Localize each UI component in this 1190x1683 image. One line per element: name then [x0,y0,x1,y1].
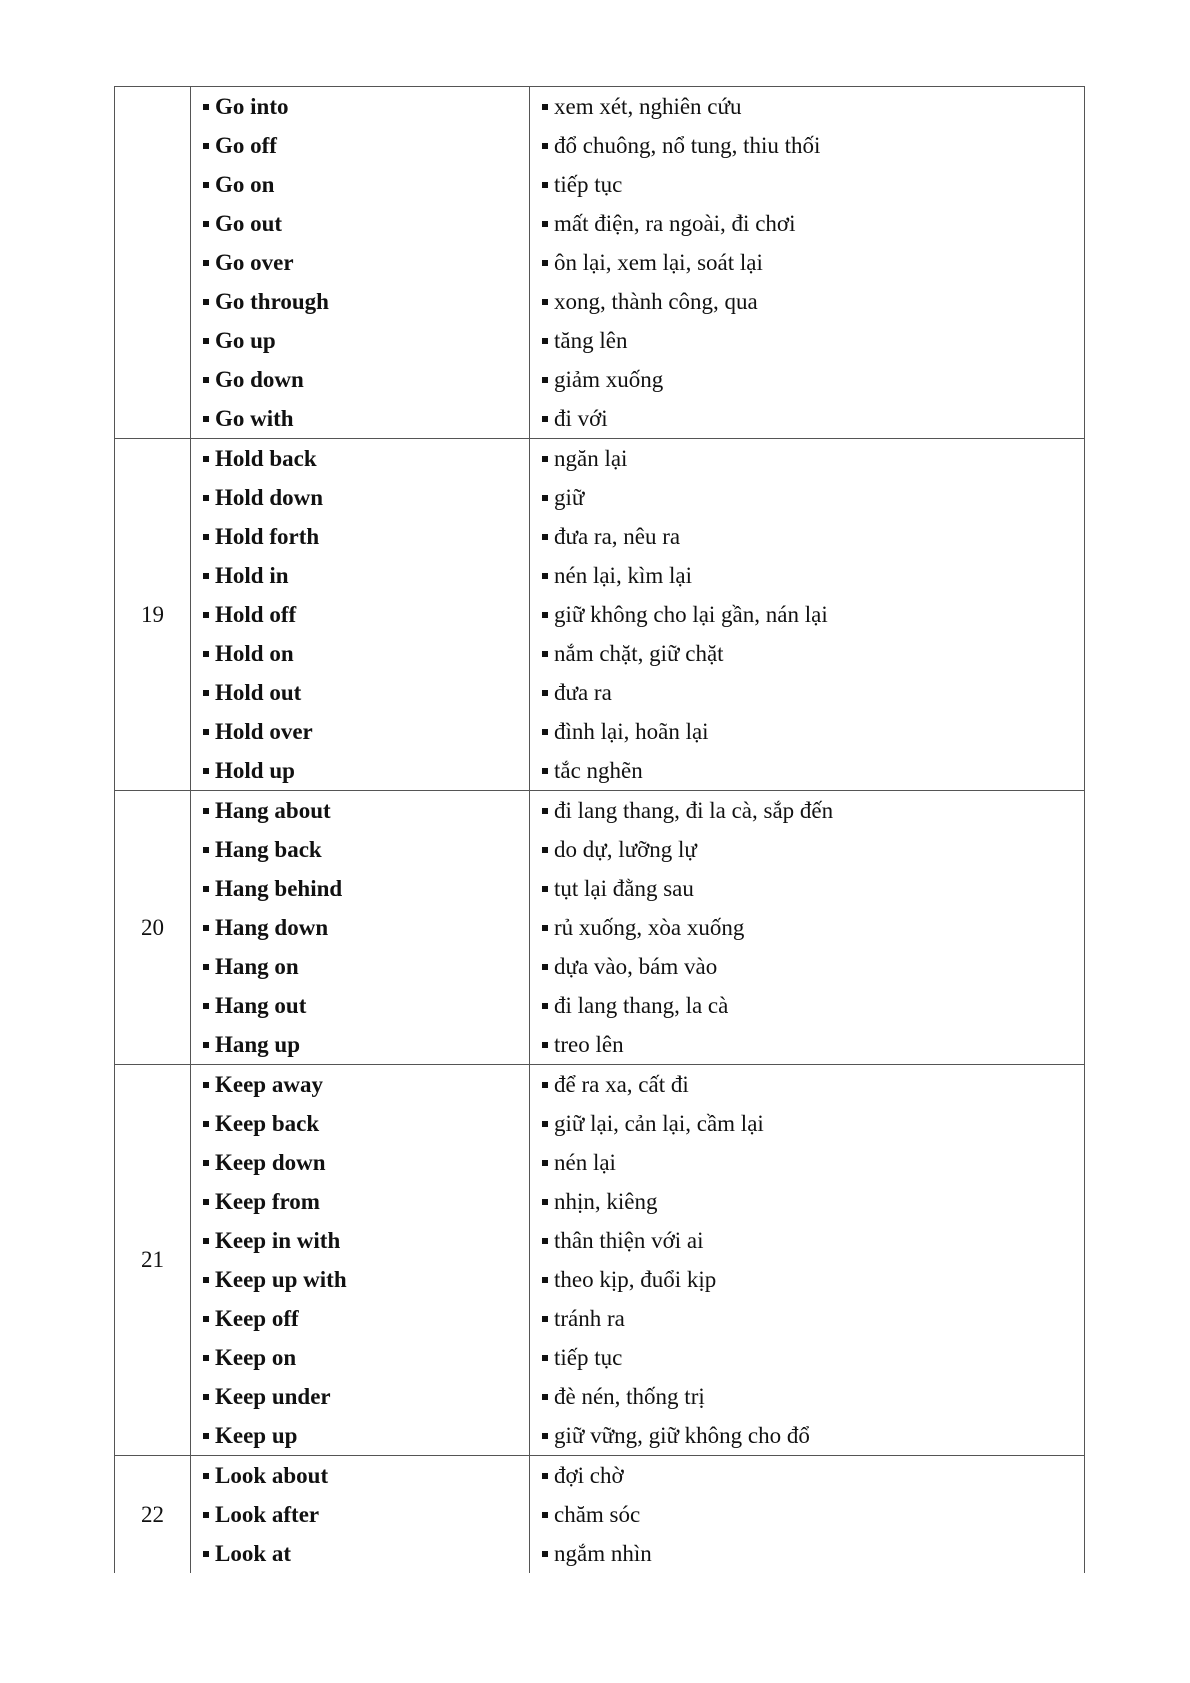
meaning-item-text: đè nén, thống trị [554,1384,705,1409]
square-bullet-icon [203,1082,209,1088]
meaning-item [530,439,1084,478]
square-bullet-icon [203,1121,209,1127]
square-bullet-icon [203,925,209,931]
phrase-item [191,1182,529,1221]
phrase-cell [191,1456,530,1574]
meaning-item [530,1182,1084,1221]
phrase-item [191,1025,529,1064]
meaning-item [530,478,1084,517]
phrase-item [191,517,529,556]
phrase-item [191,1456,529,1495]
phrase-item [191,712,529,751]
square-bullet-icon [542,612,548,618]
group-row [115,1456,1085,1574]
phrase-item-text: Hang about [215,798,331,823]
meaning-item [530,869,1084,908]
meaning-item-text: giữ không cho lại gần, nán lại [554,602,828,627]
square-bullet-icon [203,338,209,344]
meaning-item-text: đưa ra [554,680,612,705]
square-bullet-icon [542,260,548,266]
meaning-item [530,165,1084,204]
square-bullet-icon [203,768,209,774]
meaning-item-text: nén lại, kìm lại [554,563,692,588]
phrase-item-text: Look about [215,1463,329,1488]
square-bullet-icon [203,886,209,892]
meaning-item [530,517,1084,556]
meaning-item-text: tiếp tục [554,1345,623,1370]
square-bullet-icon [542,338,548,344]
phrase-item [191,204,529,243]
phrase-item-text: Go up [215,328,276,353]
square-bullet-icon [203,495,209,501]
meaning-item-text: thân thiện với ai [554,1228,704,1253]
meaning-item-text: đi lang thang, đi la cà, sắp đến [554,798,834,823]
square-bullet-icon [203,377,209,383]
phrase-item-text: Look at [215,1541,292,1566]
meaning-item-text: tụt lại đằng sau [554,876,694,901]
meaning-item-text: dựa vào, bám vào [554,954,718,979]
group-number: 19 [115,439,191,791]
meaning-item-text: đưa ra, nêu ra [554,524,681,549]
group-row [115,87,1085,439]
square-bullet-icon [203,847,209,853]
phrase-item-text: Hold out [215,680,302,705]
phrase-cell [191,1065,530,1456]
phrase-item [191,947,529,986]
square-bullet-icon [542,299,548,305]
meaning-item-text: theo kịp, đuổi kịp [554,1267,717,1292]
group-row [115,1065,1085,1456]
group-row [115,439,1085,791]
meaning-item [530,634,1084,673]
meaning-item-text: xem xét, nghiên cứu [554,94,742,119]
square-bullet-icon [542,104,548,110]
meaning-cell [530,87,1085,439]
phrase-item [191,673,529,712]
meaning-item [530,1025,1084,1064]
square-bullet-icon [203,221,209,227]
group-number [115,87,191,439]
phrase-item-text: Hold down [215,485,324,510]
meaning-item [530,1221,1084,1260]
meaning-item [530,1065,1084,1104]
square-bullet-icon [203,1473,209,1479]
square-bullet-icon [542,1551,548,1557]
phrase-item [191,869,529,908]
phrase-item [191,1299,529,1338]
phrase-item [191,1416,529,1455]
meaning-item [530,204,1084,243]
meaning-item-text: nhịn, kiêng [554,1189,658,1214]
meaning-item-text: để ra xa, cất đi [554,1072,689,1097]
phrase-item-text: Hold over [215,719,313,744]
phrase-item [191,595,529,634]
square-bullet-icon [542,886,548,892]
meaning-item-text: ngăn lại [554,446,628,471]
meaning-item-text: đình lại, hoãn lại [554,719,709,744]
meaning-item-text: tăng lên [554,328,628,353]
phrase-item [191,1260,529,1299]
meaning-item [530,1456,1084,1495]
phrase-item [191,478,529,517]
square-bullet-icon [203,612,209,618]
phrase-item-text: Keep away [215,1072,323,1097]
meaning-item-text: đổ chuông, nổ tung, thiu thối [554,133,821,158]
square-bullet-icon [203,1316,209,1322]
square-bullet-icon [542,1238,548,1244]
phrase-item [191,126,529,165]
phrase-item [191,1338,529,1377]
phrase-item-text: Go through [215,289,329,314]
phrase-item-text: Go on [215,172,275,197]
square-bullet-icon [542,377,548,383]
meaning-cell [530,1065,1085,1456]
meaning-item [530,751,1084,790]
phrase-item-text: Go down [215,367,304,392]
meaning-item [530,126,1084,165]
phrase-item [191,986,529,1025]
phrase-item [191,282,529,321]
phrase-item-text: Go out [215,211,283,236]
meaning-item [530,321,1084,360]
meaning-item [530,1495,1084,1534]
square-bullet-icon [203,1042,209,1048]
meaning-item-text: giảm xuống [554,367,664,392]
phrase-item-text: Go with [215,406,294,431]
phrase-item-text: Hang back [215,837,322,862]
meaning-item [530,712,1084,751]
square-bullet-icon [203,416,209,422]
phrase-cell [191,791,530,1065]
phrase-cell [191,439,530,791]
meaning-item [530,87,1084,126]
square-bullet-icon [203,104,209,110]
square-bullet-icon [542,1473,548,1479]
phrase-item-text: Hold in [215,563,289,588]
phrase-item-text: Keep from [215,1189,320,1214]
phrase-item-text: Go over [215,250,294,275]
meaning-cell [530,439,1085,791]
meaning-item [530,399,1084,438]
square-bullet-icon [542,534,548,540]
phrase-item-text: Hold forth [215,524,320,549]
phrase-item-text: Keep in with [215,1228,341,1253]
phrase-item-text: Keep under [215,1384,331,1409]
square-bullet-icon [542,925,548,931]
phrase-item [191,439,529,478]
square-bullet-icon [542,768,548,774]
square-bullet-icon [203,1199,209,1205]
meaning-item-text: do dự, lưỡng lự [554,837,697,862]
meaning-item-text: đi lang thang, la cà [554,993,729,1018]
meaning-item [530,595,1084,634]
meaning-item [530,1416,1084,1455]
meaning-item-text: ôn lại, xem lại, soát lại [554,250,763,275]
phrase-item [191,1143,529,1182]
phrase-item [191,830,529,869]
square-bullet-icon [542,1316,548,1322]
phrase-item [191,87,529,126]
phrase-item-text: Hang out [215,993,307,1018]
phrase-item-text: Keep off [215,1306,299,1331]
phrase-item-text: Keep down [215,1150,326,1175]
phrase-item-text: Hang down [215,915,329,940]
square-bullet-icon [542,143,548,149]
square-bullet-icon [203,1238,209,1244]
square-bullet-icon [203,651,209,657]
square-bullet-icon [542,1355,548,1361]
phrasal-verb-table [114,86,1085,1573]
meaning-item-text: đi với [554,406,608,431]
square-bullet-icon [542,573,548,579]
meaning-item-text: tránh ra [554,1306,625,1331]
phrase-item [191,321,529,360]
square-bullet-icon [542,1121,548,1127]
phrase-item [191,1377,529,1416]
square-bullet-icon [542,808,548,814]
phrase-item [191,791,529,830]
phrase-item-text: Keep on [215,1345,297,1370]
meaning-item-text: rủ xuống, xòa xuống [554,915,745,940]
phrase-item-text: Go off [215,133,277,158]
meaning-cell [530,1456,1085,1574]
square-bullet-icon [203,299,209,305]
meaning-item [530,556,1084,595]
square-bullet-icon [542,1160,548,1166]
phrase-item [191,1534,529,1573]
square-bullet-icon [203,573,209,579]
square-bullet-icon [203,143,209,149]
meaning-item [530,1534,1084,1573]
meaning-item [530,1338,1084,1377]
meaning-item [530,830,1084,869]
phrase-item-text: Look after [215,1502,320,1527]
square-bullet-icon [203,1277,209,1283]
meaning-item [530,282,1084,321]
group-row [115,791,1085,1065]
square-bullet-icon [542,729,548,735]
meaning-item [530,947,1084,986]
meaning-item [530,1377,1084,1416]
phrase-item [191,634,529,673]
phrase-item-text: Hold off [215,602,297,627]
square-bullet-icon [203,182,209,188]
table-body [115,87,1085,1574]
meaning-item [530,1143,1084,1182]
square-bullet-icon [203,1551,209,1557]
square-bullet-icon [542,182,548,188]
phrase-item-text: Keep up [215,1423,298,1448]
phrase-item-text: Hang up [215,1032,301,1057]
phrase-item-text: Hang on [215,954,299,979]
phrase-item-text: Go into [215,94,289,119]
meaning-item-text: mất điện, ra ngoài, đi chơi [554,211,796,236]
meaning-item [530,1260,1084,1299]
group-number: 22 [115,1456,191,1574]
square-bullet-icon [203,1355,209,1361]
square-bullet-icon [542,1003,548,1009]
phrase-item [191,1065,529,1104]
square-bullet-icon [542,1394,548,1400]
meaning-item [530,673,1084,712]
square-bullet-icon [542,847,548,853]
meaning-item-text: chăm sóc [554,1502,641,1527]
meaning-item-text: xong, thành công, qua [554,289,758,314]
square-bullet-icon [542,1082,548,1088]
phrase-item-text: Keep up with [215,1267,347,1292]
meaning-item-text: tắc nghẽn [554,758,643,783]
meaning-item [530,360,1084,399]
meaning-item-text: ngắm nhìn [554,1541,652,1566]
square-bullet-icon [203,1160,209,1166]
meaning-item-text: giữ vững, giữ không cho đổ [554,1423,810,1448]
meaning-item-text: tiếp tục [554,172,623,197]
phrase-item [191,360,529,399]
meaning-item-text: giữ [554,485,585,510]
square-bullet-icon [203,808,209,814]
square-bullet-icon [203,534,209,540]
square-bullet-icon [203,1433,209,1439]
square-bullet-icon [542,221,548,227]
meaning-item-text: đợi chờ [554,1463,624,1488]
phrase-item [191,165,529,204]
meaning-item [530,791,1084,830]
phrase-item-text: Hold back [215,446,317,471]
square-bullet-icon [203,964,209,970]
phrase-item-text: Hold on [215,641,294,666]
square-bullet-icon [542,1042,548,1048]
phrase-item-text: Keep back [215,1111,320,1136]
phrase-item [191,751,529,790]
meaning-item [530,986,1084,1025]
square-bullet-icon [542,964,548,970]
group-number: 20 [115,791,191,1065]
phrase-item [191,399,529,438]
square-bullet-icon [203,260,209,266]
meaning-item [530,1299,1084,1338]
meaning-item-text: nén lại [554,1150,616,1175]
square-bullet-icon [542,651,548,657]
meaning-item [530,908,1084,947]
meaning-item-text: giữ lại, cản lại, cầm lại [554,1111,764,1136]
phrase-item [191,908,529,947]
phrase-item [191,1104,529,1143]
phrase-item [191,243,529,282]
meaning-cell [530,791,1085,1065]
square-bullet-icon [542,690,548,696]
phrase-item-text: Hold up [215,758,295,783]
square-bullet-icon [542,495,548,501]
square-bullet-icon [542,1512,548,1518]
meaning-item-text: nắm chặt, giữ chặt [554,641,724,666]
square-bullet-icon [203,1003,209,1009]
group-number: 21 [115,1065,191,1456]
phrase-item [191,1221,529,1260]
square-bullet-icon [542,456,548,462]
phrase-item [191,1495,529,1534]
meaning-item [530,243,1084,282]
meaning-item-text: treo lên [554,1032,624,1057]
square-bullet-icon [542,1277,548,1283]
square-bullet-icon [203,690,209,696]
square-bullet-icon [542,1199,548,1205]
square-bullet-icon [542,416,548,422]
meaning-item [530,1104,1084,1143]
phrase-item-text: Hang behind [215,876,343,901]
phrase-item [191,556,529,595]
square-bullet-icon [203,729,209,735]
square-bullet-icon [203,1512,209,1518]
square-bullet-icon [203,1394,209,1400]
square-bullet-icon [542,1433,548,1439]
phrase-cell [191,87,530,439]
square-bullet-icon [203,456,209,462]
